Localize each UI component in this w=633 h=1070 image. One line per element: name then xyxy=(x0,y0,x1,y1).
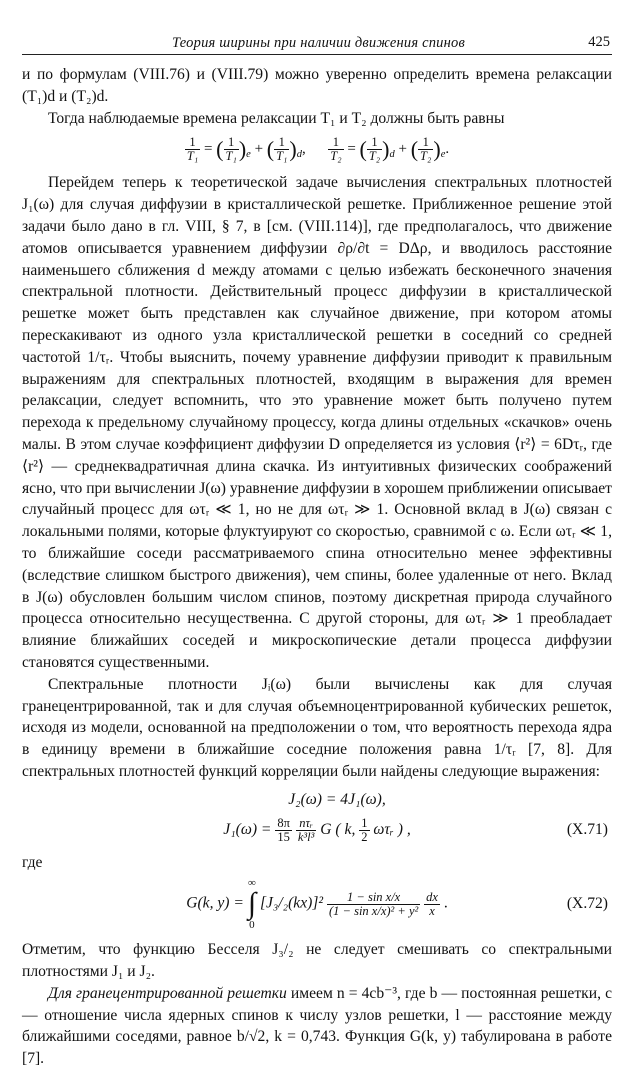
equation-relaxation-sum: $\frac{1}{\text{T₁}}$ = ( $\frac{1}{\text{T₁}}$ )$_e$ + ( $\frac{1}{\text{T₁}}$ )$_d$, $\frac{1}{\text{T₂}}$ = ( $\frac{1}{\text{T₂}}$ )$_d$ + ( $\frac{1}{\text{T₂}}$ )$_e$. xyxy=(186,135,450,164)
page xyxy=(22,0,612,1068)
paragraph-observed-times: Тогда наблюдаемые времена релаксации T₁ и T₂ должны быть равны xyxy=(48,109,505,127)
body-text xyxy=(22,64,612,1070)
fcc-rest: имеем n = 4cb⁻³, где b — постоянная решетки, c — отношение числа ядерных спинов к числу узлов решетки, l — расстояние между ближайшими соседями, равное b/√2, k = 0,743. Функция G(k, y) табулирована в работе [7]. xyxy=(22,984,612,1068)
paragraph-bessel-note: Отметим, что функцию Бесселя J₃/₂ не следует смешивать со спектральными плотностями J₁ и J₂. xyxy=(22,941,612,981)
fcc-lead: Для гранецентрированной решетки xyxy=(48,984,287,1002)
paragraph-spectral-densities: Спектральные плотности Jᵢ(ω) были вычислены как для случая гранецентрированной, так и для случая объемноцентрированной кубических решеток, исходя из модели, основанной на предположении о том, что вероятность перехода ядра в единицу времени в ближайшие соседние положения равна 1/τᵣ [7, 8]. Для спектральных плотностей функций корреляции были найдены следующие выражения: xyxy=(22,675,612,780)
integral-sign: ∞ ∫ 0 xyxy=(247,877,257,932)
running-title: Теория ширины при наличии движения спинов xyxy=(172,35,465,51)
equation-x72: G(k, y) = ∞ ∫ 0 [J₃/₂(kx)]² $\frac{\text{1 − sin x/x}}{\text{(1 − sin x/x)² + y²}}$ $\frac{dx}{x}$ . (X.72) xyxy=(186,877,608,932)
paragraph-diffusion-theory: Перейдем теперь к теоретической задаче вычисления спектральных плотностей J₁(ω) для случая диффузии в кристаллической решетке. Приближенное решение этой задачи было дано в гл. VIII, § 7, в [см. (VIII.114)], где предполагалось, что движение атомов описывается уравнением диффузии ∂ρ/∂t = DΔρ, и вводилось расстояние наименьшего сближения d между атомами с целью избежать бесконечного значения спектральной плотности. Действительный процесс диффузии в кристаллической решетке может быть представлен как случайное движение, при котором атомы перескакивают из одного узла кристаллической решетки в соседний со средней частотой 1/τᵣ. Чтобы выяснить, почему уравнение диффузии приводит к правильным выражениям для спектральных плотностей, входящим в выражения для времен релаксации, следует вспомнить, что это уравнение может быть получено путем перехода к предельному случайному процессу, когда длины отдельных «скачков» очень малы. В этом случае коэффициент диффузии D определяется из условия ⟨r²⟩ = 6Dτᵣ, где ⟨r²⟩ — среднеквадратичная длина скачка. Из интуитивных физических соображений ясно, что при вычислении J(ω) уравнение диффузии в хорошем приближении описывает случайный процесс для ωτᵣ ≪ 1, но не для ωτᵣ ≫ 1. Основной вклад в J(ω) связан с локальными полями, которые флуктуируют со скоростью, сравнимой с ω. Если ωτᵣ ≪ 1, то ближайшие соседи рассматриваемого спина относительно менее эффективны (вследствие слишком быстрого движения), чем спины, более удаленные от него. Вклад в J(ω) обусловлен большим числом спинов, поэтому дискретная природа случайного процесса относительно несущественна. С другой стороны, для ωτᵣ ≫ 1 преобладает влияние ближайших соседей и микроскопические детали процесса диффузии становятся существенными. xyxy=(22,174,612,671)
paragraph-intro: и по формулам (VIII.76) и (VIII.79) можно уверенно определить времена релаксации (T₁)d и (T₂)d. xyxy=(22,66,612,105)
equation-number-x72: (X.72) xyxy=(566,895,608,913)
word-where: где xyxy=(22,853,43,871)
page-number: 425 xyxy=(588,34,610,50)
paragraph-fcc-lattice xyxy=(22,983,612,1070)
running-header xyxy=(22,34,612,55)
equation-x71: J₂(ω) = 4J₁(ω), J₁(ω) = $\frac{8\pi}{15}$ $\frac{\text{nτᵣ}}{\text{k³l³}}$ G ( k, $\frac{1}{2}$ ωτᵣ ) , (X.71) xyxy=(22,789,612,844)
equation-number-x71: (X.71) xyxy=(566,821,608,839)
equation-x71-line1: J₂(ω) = 4J₁(ω), xyxy=(288,790,386,808)
